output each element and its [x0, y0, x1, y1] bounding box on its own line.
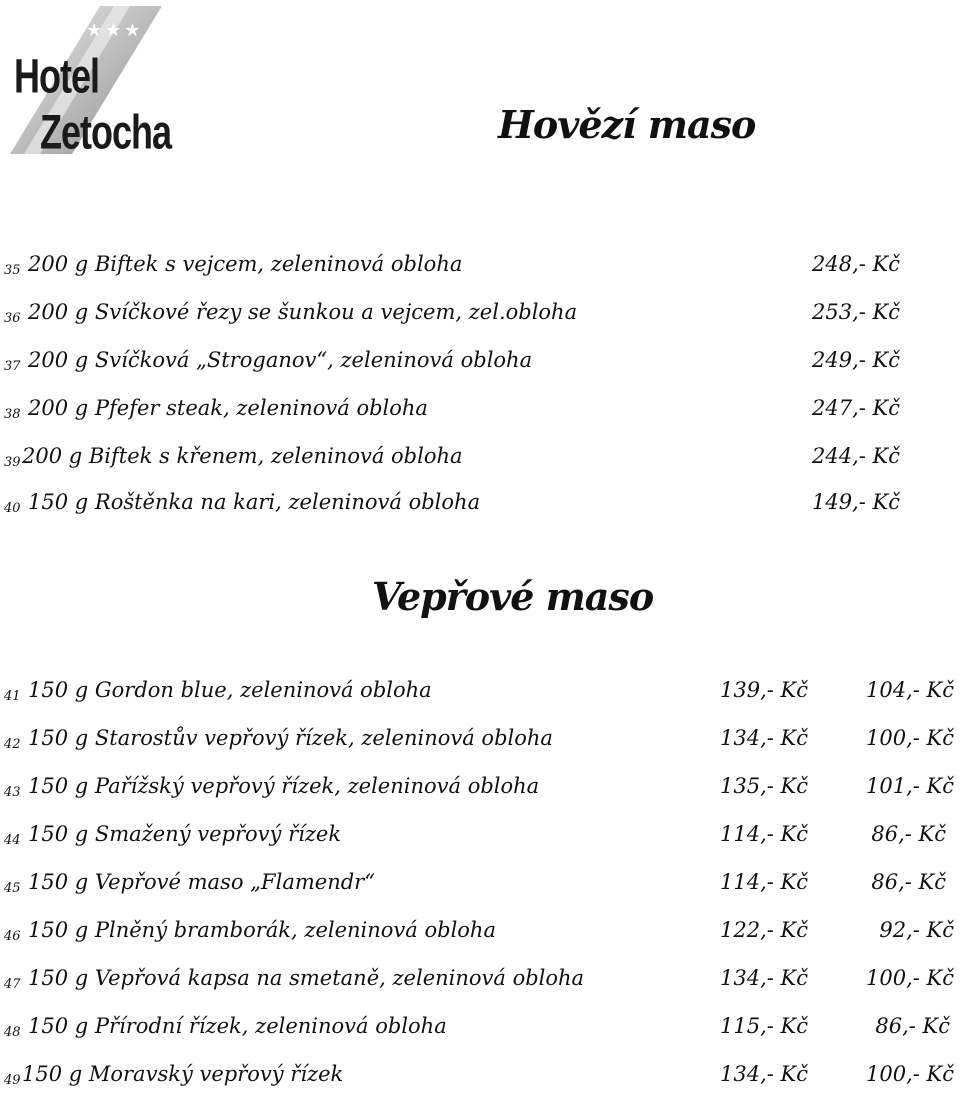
item-price: 114,- Kč: [720, 822, 808, 846]
menu-item: [0, 444, 960, 474]
item-number: 44: [4, 833, 21, 848]
item-name: 150 g Pařížský vepřový řízek, zeleninová obloha: [28, 774, 540, 798]
menu-item: [0, 300, 960, 330]
section-title-pork: Vepřové maso: [372, 574, 654, 619]
item-number: 48: [4, 1025, 21, 1040]
item-number: 45: [4, 881, 21, 896]
item-price-small: 86,- Kč: [875, 1014, 950, 1038]
item-number: 41: [4, 689, 21, 704]
item-name: 150 g Gordon blue, zeleninová obloha: [28, 678, 432, 702]
item-price: 253,- Kč: [812, 300, 900, 324]
hotel-logo: [10, 6, 172, 160]
item-name: 200 g Biftek s křenem, zeleninová obloha: [22, 444, 463, 468]
item-name: 200 g Svíčkové řezy se šunkou a vejcem, zel.obloha: [28, 300, 578, 324]
item-price: 248,- Kč: [812, 252, 900, 276]
item-price: 115,- Kč: [720, 1014, 808, 1038]
item-price-small: 100,- Kč: [866, 1062, 954, 1086]
item-number: 40: [4, 501, 21, 516]
menu-item: [0, 870, 960, 900]
menu-item: [0, 252, 960, 282]
item-price: 244,- Kč: [812, 444, 900, 468]
item-price: 134,- Kč: [720, 1062, 808, 1086]
item-price: 135,- Kč: [720, 774, 808, 798]
item-price: 134,- Kč: [720, 966, 808, 990]
menu-item: [0, 1014, 960, 1044]
item-price-small: 104,- Kč: [866, 678, 954, 702]
item-name: 200 g Biftek s vejcem, zeleninová obloha: [28, 252, 463, 276]
item-price: 139,- Kč: [720, 678, 808, 702]
logo-text-zetocha: Zetocha: [40, 104, 172, 160]
item-name: 150 g Vepřové maso „Flamendr“: [28, 870, 375, 894]
item-number: 46: [4, 929, 21, 944]
item-price: 114,- Kč: [720, 870, 808, 894]
section-title-beef: Hovězí maso: [498, 102, 756, 147]
item-name: 150 g Plněný bramborák, zeleninová obloha: [28, 918, 496, 942]
item-price-small: 86,- Kč: [871, 870, 946, 894]
item-number: 36: [4, 311, 21, 326]
menu-item: [0, 774, 960, 804]
item-name: 150 g Vepřová kapsa na smetaně, zeleninová obloha: [28, 966, 585, 990]
menu-item: [0, 396, 960, 426]
menu-item: [0, 822, 960, 852]
item-price: 247,- Kč: [812, 396, 900, 420]
item-price: 134,- Kč: [720, 726, 808, 750]
menu-item: [0, 678, 960, 708]
item-price: 149,- Kč: [812, 490, 900, 514]
logo-stars: ★★★: [86, 20, 144, 41]
item-number: 43: [4, 785, 21, 800]
item-price: 249,- Kč: [812, 348, 900, 372]
item-number: 42: [4, 737, 21, 752]
menu-item: [0, 1062, 960, 1092]
item-name: 200 g Pfefer steak, zeleninová obloha: [28, 396, 428, 420]
menu-item: [0, 918, 960, 948]
item-number: 39: [4, 455, 21, 470]
item-price-small: 100,- Kč: [866, 966, 954, 990]
item-price-small: 86,- Kč: [871, 822, 946, 846]
item-name: 150 g Smažený vepřový řízek: [28, 822, 342, 846]
item-name: 150 g Starostův vepřový řízek, zeleninová obloha: [28, 726, 553, 750]
item-price-small: 92,- Kč: [879, 918, 954, 942]
item-number: 47: [4, 977, 21, 992]
menu-item: [0, 726, 960, 756]
menu-item: [0, 348, 960, 378]
item-number: 35: [4, 263, 21, 278]
item-name: 200 g Svíčková „Stroganov“, zeleninová obloha: [28, 348, 533, 372]
item-price-small: 101,- Kč: [866, 774, 954, 798]
item-price: 122,- Kč: [720, 918, 808, 942]
logo-text-hotel: Hotel: [14, 48, 99, 104]
item-price-small: 100,- Kč: [866, 726, 954, 750]
menu-item: [0, 966, 960, 996]
item-number: 38: [4, 407, 21, 422]
item-name: 150 g Roštěnka na kari, zeleninová obloha: [28, 490, 481, 514]
item-name: 150 g Moravský vepřový řízek: [22, 1062, 344, 1086]
item-number: 37: [4, 359, 21, 374]
item-number: 49: [4, 1073, 21, 1088]
item-name: 150 g Přírodní řízek, zeleninová obloha: [28, 1014, 447, 1038]
menu-item: [0, 490, 960, 520]
